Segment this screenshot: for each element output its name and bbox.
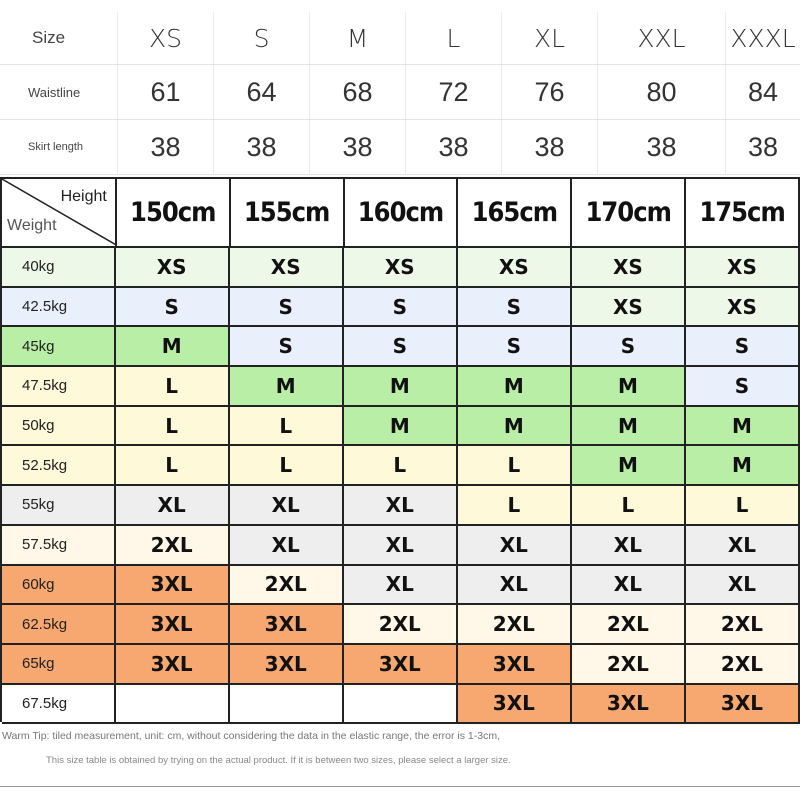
size-cell: M xyxy=(458,367,572,405)
weight-label: 67.5kg xyxy=(2,685,116,723)
size-cell: XS xyxy=(572,248,686,286)
waistline-label: Waistline xyxy=(0,65,118,119)
size-cell: XL xyxy=(458,566,572,604)
size-cell: XL xyxy=(572,566,686,604)
size-cell: L xyxy=(116,446,230,484)
size-cell: S xyxy=(458,327,572,365)
height-header: 155cm xyxy=(231,179,345,246)
weight-row xyxy=(2,685,800,725)
height-header: 160cm xyxy=(345,179,459,246)
size-cell: M xyxy=(344,407,458,445)
weight-label: 50kg xyxy=(2,407,116,445)
size-cell: M xyxy=(572,407,686,445)
weight-label: 62.5kg xyxy=(2,605,116,643)
size-header: XXL xyxy=(598,12,726,64)
size-cell: S xyxy=(230,327,344,365)
size-cell: L xyxy=(344,446,458,484)
size-header: XS xyxy=(118,12,214,64)
size-cell: M xyxy=(686,407,800,445)
weight-label: 42.5kg xyxy=(2,288,116,326)
size-cell: L xyxy=(572,486,686,524)
weight-row xyxy=(2,605,800,645)
waistline-value: 61 xyxy=(118,65,214,119)
size-header: XL xyxy=(502,12,598,64)
size-cell: L xyxy=(116,407,230,445)
size-label: Size xyxy=(0,12,118,64)
size-cell: 2XL xyxy=(686,645,800,683)
size-cell: XS xyxy=(344,248,458,286)
size-cell: S xyxy=(230,288,344,326)
size-cell: XS xyxy=(572,288,686,326)
corner-header-cell xyxy=(2,179,117,246)
size-cell: XL xyxy=(686,566,800,604)
size-cell: S xyxy=(686,327,800,365)
size-cell: XL xyxy=(572,526,686,564)
size-cell: 3XL xyxy=(230,645,344,683)
weight-label: 55kg xyxy=(2,486,116,524)
size-cell: 2XL xyxy=(572,605,686,643)
warm-tip: Warm Tip: tiled measurement, unit: cm, without considering the data in the elastic range, the error is 1-3cm, xyxy=(2,730,500,742)
size-cell: S xyxy=(116,288,230,326)
size-cell: 3XL xyxy=(230,605,344,643)
waistline-value: 64 xyxy=(214,65,310,119)
bottom-divider xyxy=(0,786,800,787)
size-cell: L xyxy=(458,486,572,524)
size-cell: M xyxy=(116,327,230,365)
size-cell: L xyxy=(230,446,344,484)
weight-label: 52.5kg xyxy=(2,446,116,484)
size-cell: 3XL xyxy=(116,645,230,683)
size-cell: XS xyxy=(686,288,800,326)
size-cell: 3XL xyxy=(572,685,686,723)
skirt-length-label: Skirt length xyxy=(0,120,118,174)
size-cell: S xyxy=(686,367,800,405)
weight-row xyxy=(2,407,800,447)
size-cell: 3XL xyxy=(686,685,800,723)
size-cell: 2XL xyxy=(344,605,458,643)
height-header-row xyxy=(2,179,800,248)
size-cell: M xyxy=(344,367,458,405)
weight-label: 60kg xyxy=(2,566,116,604)
weight-row xyxy=(2,526,800,566)
size-cell: 3XL xyxy=(116,605,230,643)
weight-row xyxy=(2,486,800,526)
skirt-length-value: 38 xyxy=(118,120,214,174)
size-cell: L xyxy=(686,486,800,524)
size-cell: XS xyxy=(116,248,230,286)
size-cell: M xyxy=(230,367,344,405)
size-cell: S xyxy=(572,327,686,365)
weight-row xyxy=(2,566,800,606)
height-header: 170cm xyxy=(572,179,686,246)
size-cell: L xyxy=(230,407,344,445)
skirt-length-value: 38 xyxy=(214,120,310,174)
size-cell: L xyxy=(458,446,572,484)
size-cell xyxy=(344,685,458,723)
height-header: 175cm xyxy=(686,179,800,246)
skirt-length-value: 38 xyxy=(502,120,598,174)
weight-row xyxy=(2,446,800,486)
weight-row xyxy=(2,645,800,685)
weight-row xyxy=(2,248,800,288)
size-cell: XS xyxy=(686,248,800,286)
size-cell: XL xyxy=(116,486,230,524)
size-header: L xyxy=(406,12,502,64)
weight-row xyxy=(2,288,800,328)
size-cell: S xyxy=(458,288,572,326)
weight-label: 45kg xyxy=(2,327,116,365)
size-cell: 3XL xyxy=(116,566,230,604)
waistline-value: 76 xyxy=(502,65,598,119)
size-row xyxy=(0,12,800,65)
waistline-row xyxy=(0,65,800,120)
skirt-length-value: 38 xyxy=(310,120,406,174)
size-cell: 2XL xyxy=(116,526,230,564)
size-cell: XL xyxy=(230,486,344,524)
size-cell: XL xyxy=(230,526,344,564)
size-cell: XS xyxy=(230,248,344,286)
skirt-length-row xyxy=(0,120,800,175)
size-note: This size table is obtained by trying on the actual product. If it is between two sizes, please select a larger size. xyxy=(46,755,511,766)
size-cell: XL xyxy=(344,486,458,524)
height-axis-label: Height xyxy=(60,188,107,205)
size-cell: 2XL xyxy=(458,605,572,643)
size-cell: 3XL xyxy=(458,685,572,723)
height-weight-size-chart xyxy=(0,177,800,722)
size-header: S xyxy=(214,12,310,64)
measurement-table xyxy=(0,12,800,176)
size-cell: 2XL xyxy=(686,605,800,643)
weight-label: 57.5kg xyxy=(2,526,116,564)
weight-label: 40kg xyxy=(2,248,116,286)
weight-label: 65kg xyxy=(2,645,116,683)
height-header: 165cm xyxy=(458,179,572,246)
size-cell: 3XL xyxy=(344,645,458,683)
size-cell: S xyxy=(344,327,458,365)
waistline-value: 80 xyxy=(598,65,726,119)
height-header: 150cm xyxy=(117,179,231,246)
weight-label: 47.5kg xyxy=(2,367,116,405)
size-cell: L xyxy=(116,367,230,405)
weight-row xyxy=(2,327,800,367)
size-cell: 3XL xyxy=(458,645,572,683)
size-chart-body xyxy=(2,248,800,724)
size-cell: M xyxy=(572,367,686,405)
size-cell xyxy=(116,685,230,723)
skirt-length-value: 38 xyxy=(747,131,779,162)
waistline-value: 72 xyxy=(406,65,502,119)
size-cell: M xyxy=(686,446,800,484)
size-cell: 2XL xyxy=(572,645,686,683)
size-cell: M xyxy=(458,407,572,445)
skirt-length-value: 38 xyxy=(598,120,726,174)
size-cell: XL xyxy=(344,526,458,564)
size-cell: XS xyxy=(458,248,572,286)
weight-row xyxy=(2,367,800,407)
size-cell: M xyxy=(572,446,686,484)
skirt-length-value: 38 xyxy=(406,120,502,174)
waistline-value: 68 xyxy=(310,65,406,119)
waistline-value: 84 xyxy=(747,76,779,107)
size-cell: XL xyxy=(686,526,800,564)
size-cell: XL xyxy=(458,526,572,564)
size-header: XXXL xyxy=(730,23,796,53)
size-cell xyxy=(230,685,344,723)
size-cell: 2XL xyxy=(230,566,344,604)
size-cell: S xyxy=(344,288,458,326)
size-header: M xyxy=(310,12,406,64)
size-cell: XL xyxy=(344,566,458,604)
weight-axis-label: Weight xyxy=(7,217,57,234)
